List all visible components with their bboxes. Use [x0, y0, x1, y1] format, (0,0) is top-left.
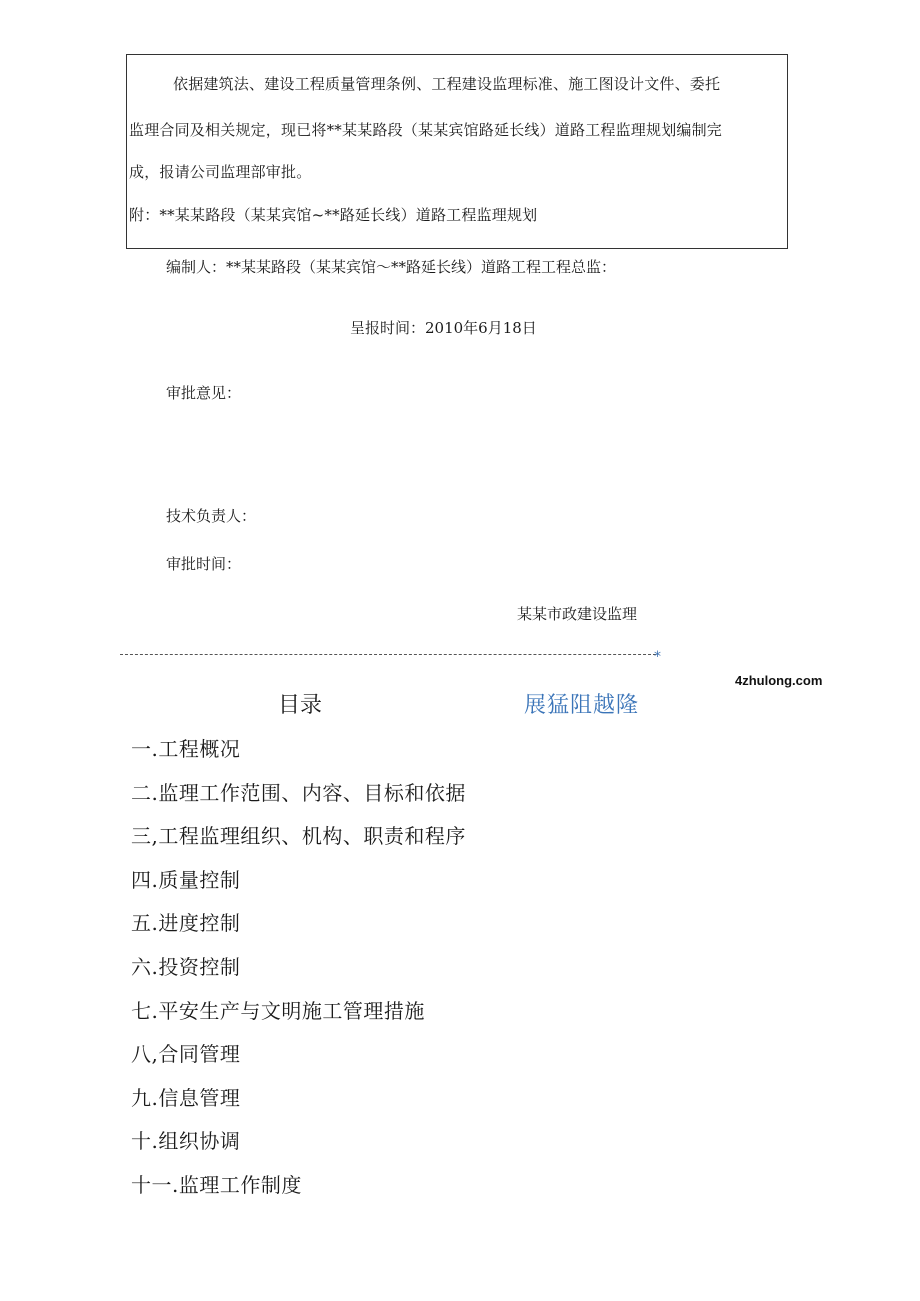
zhulong-logo[interactable]: 4zhulong.com — [735, 673, 823, 688]
attachment-line: 附：**某某路段（某某宾馆~**路延长线）道路工程监理规划 — [129, 206, 538, 224]
approval-opinion-label: 审批意见： — [166, 384, 242, 402]
tech-lead-label: 技术负责人： — [166, 507, 257, 525]
toc-item: 十一.监理工作制度 — [131, 1172, 302, 1197]
approval-time-label: 审批时间： — [166, 555, 242, 573]
report-text-line-3: 成，报请公司监理部审批。 — [129, 163, 312, 181]
toc-item: 五.进度控制 — [131, 911, 241, 936]
toc-side-text: 展猛阻越隆 — [524, 693, 640, 718]
toc-item: 四.质量控制 — [131, 867, 241, 892]
toc-item: 一.工程概况 — [131, 737, 241, 761]
toc-item: 七.平安生产与文明施工管理措施 — [131, 998, 425, 1023]
compiler-line: 编制人：**某某路段（某某宾馆～**路延长线）道路工程工程总监： — [166, 258, 617, 276]
report-text-line-1: 依据建筑法、建设工程质量管理条例、工程建设监理标准、施工图设计文件、委托 — [173, 75, 721, 93]
separator-star: * — [654, 649, 661, 665]
toc-item: 二.监理工作范围、内容、目标和依据 — [131, 780, 466, 805]
report-box — [126, 54, 788, 249]
toc-item: 三,工程监理组织、机构、职责和程序 — [131, 824, 466, 849]
report-date: 呈报时间：2010年6月18日 — [350, 319, 537, 337]
dashed-separator — [120, 654, 656, 655]
toc-item: 九.信息管理 — [131, 1085, 241, 1110]
company-name: 某某市政建设监理 — [517, 605, 638, 623]
report-text-line-2: 监理合同及相关规定，现已将**某某路段（某某宾馆路延长线）道路工程监理规划编制完 — [129, 121, 723, 139]
toc-item: 六.投资控制 — [131, 954, 241, 979]
toc-item: 十.组织协调 — [131, 1129, 241, 1154]
toc-list — [131, 733, 466, 1213]
toc-title: 目录 — [278, 693, 323, 718]
toc-item: 八,合同管理 — [131, 1042, 241, 1067]
